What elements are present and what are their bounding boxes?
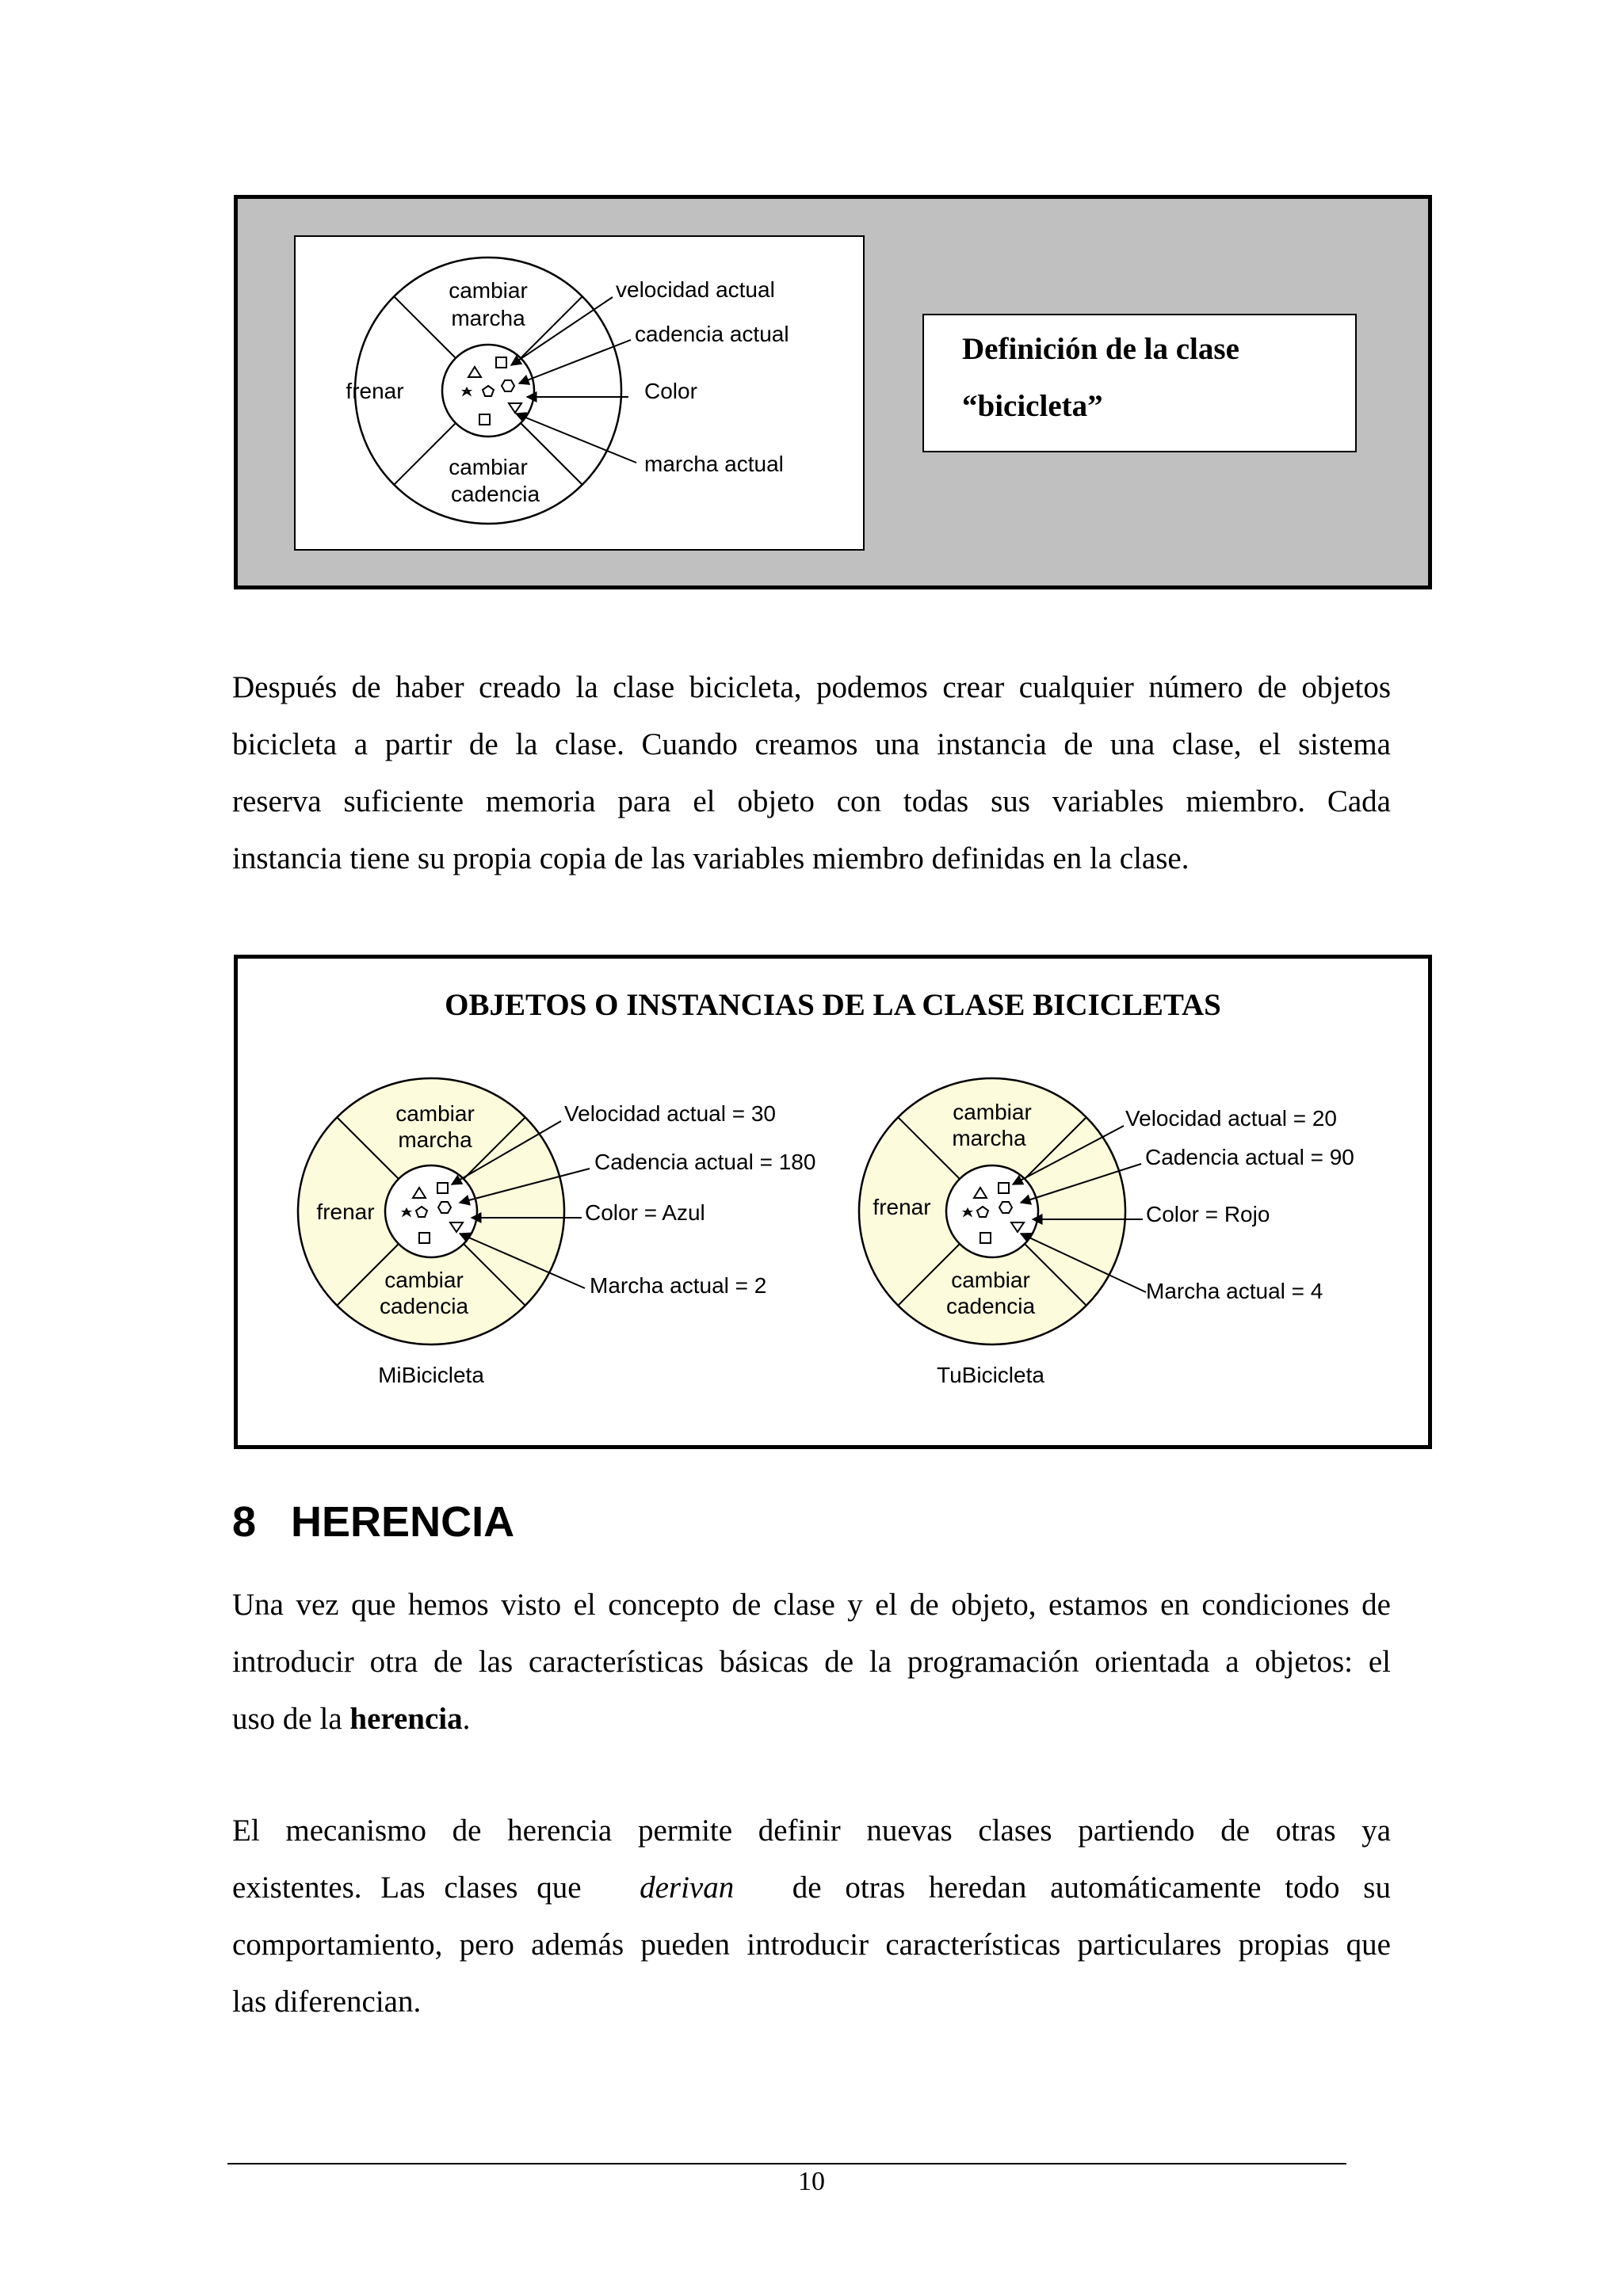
- left-label: frenar: [316, 1199, 375, 1224]
- word: El: [232, 1814, 260, 1848]
- top-label-line1: cambiar: [449, 278, 528, 303]
- text-run: uso de la: [232, 1702, 350, 1736]
- text-run: de otras heredan automáticamente todo su: [792, 1871, 1391, 1905]
- top-label-line2: marcha: [398, 1127, 472, 1152]
- callout-cadencia: Cadencia actual = 180: [594, 1150, 816, 1174]
- top-label-line2: marcha: [952, 1126, 1026, 1150]
- callout-marcha: marcha actual: [644, 452, 784, 476]
- paragraph-line: reserva suficiente memoria para el objeto con todas sus variables miembro. Cada: [232, 784, 1391, 818]
- callout-cadencia: Cadencia actual = 90: [1145, 1145, 1354, 1169]
- section-heading: [232, 1497, 514, 1547]
- bottom-label-line2: cadencia: [450, 482, 540, 506]
- word: de: [452, 1814, 482, 1848]
- page-number: 10: [798, 2167, 825, 2196]
- paragraph-herencia-mechanism: [232, 1802, 1391, 2031]
- word: clases: [978, 1814, 1052, 1848]
- word: otras: [1275, 1814, 1336, 1848]
- instances-figure: [234, 955, 1432, 1449]
- paragraph-line: comportamiento, pero además pueden introducir características particulares propias que: [232, 1928, 1391, 1962]
- paragraph-line: instancia tiene su propia copia de las variables miembro definidas en la clase.: [232, 841, 1190, 875]
- paragraph-herencia-intro: [232, 1577, 1391, 1748]
- class-diagram-panel: [294, 235, 865, 551]
- word: de: [1220, 1814, 1250, 1848]
- callout-marcha: Marcha actual = 2: [590, 1273, 767, 1298]
- footer-rule: [227, 2163, 1346, 2164]
- word: mecanismo: [285, 1814, 426, 1848]
- section-number: 8: [232, 1498, 257, 1546]
- top-label-line2: marcha: [451, 306, 525, 330]
- italic-term: derivan: [640, 1871, 735, 1905]
- bottom-label-line2: cadencia: [379, 1294, 469, 1318]
- paragraph-line: [232, 1859, 1391, 1917]
- paragraph-line: Después de haber creado la clase bicicleta, podemos crear cualquier número de objetos: [232, 670, 1391, 704]
- text-run: .: [462, 1702, 471, 1736]
- instance-diagram-mibicicleta: [295, 1058, 834, 1406]
- text-run: existentes. Las clases que: [232, 1871, 582, 1905]
- callout-cadencia: cadencia actual: [635, 322, 789, 346]
- word: ya: [1361, 1814, 1391, 1848]
- paragraph-line: las diferencian.: [232, 1985, 422, 2019]
- class-definition-box: [922, 314, 1357, 452]
- word: nuevas: [866, 1814, 953, 1848]
- bottom-label-line2: cadencia: [945, 1294, 1036, 1318]
- paragraph-line: [232, 1691, 1391, 1748]
- bottom-label-line1: cambiar: [384, 1268, 464, 1292]
- left-label: frenar: [346, 379, 404, 403]
- word: permite: [637, 1814, 733, 1848]
- class-definition-line2: “bicicleta”: [962, 389, 1103, 423]
- bold-term: herencia: [349, 1702, 463, 1736]
- instance-name: MiBicicleta: [378, 1363, 484, 1387]
- paragraph-instances: [232, 659, 1391, 887]
- paragraph-line: [232, 1802, 1391, 1859]
- bottom-label-line1: cambiar: [951, 1268, 1030, 1292]
- left-label: frenar: [873, 1195, 931, 1219]
- callout-color: Color: [644, 379, 697, 403]
- top-label-line1: cambiar: [395, 1101, 475, 1126]
- callout-velocidad: Velocidad actual = 20: [1125, 1106, 1337, 1131]
- word: partiendo: [1078, 1814, 1195, 1848]
- paragraph-line: Una vez que hemos visto el concepto de clase y el de objeto, estamos en condiciones de: [232, 1588, 1391, 1622]
- word: definir: [758, 1814, 841, 1848]
- bottom-label-line1: cambiar: [449, 455, 528, 479]
- paragraph-line: bicicleta a partir de la clase. Cuando creamos una instancia de una clase, el sistema: [232, 727, 1391, 761]
- callout-color: Color = Azul: [585, 1200, 705, 1225]
- word: herencia: [507, 1814, 613, 1848]
- instance-diagram-tubicicleta: [856, 1058, 1411, 1406]
- instance-name: TuBicicleta: [937, 1363, 1044, 1387]
- callout-color: Color = Rojo: [1146, 1202, 1270, 1226]
- callout-velocidad: Velocidad actual = 30: [564, 1101, 776, 1126]
- top-label-line1: cambiar: [953, 1100, 1032, 1124]
- paragraph-line: introducir otra de las características básicas de la programación orientada a objetos: el: [232, 1645, 1391, 1679]
- class-definition-line1: Definición de la clase: [962, 332, 1239, 366]
- callout-marcha: Marcha actual = 4: [1146, 1279, 1323, 1303]
- section-title: HERENCIA: [291, 1498, 515, 1546]
- callout-velocidad: velocidad actual: [616, 277, 775, 302]
- class-diagram: [296, 237, 863, 549]
- instances-figure-title: OBJETOS O INSTANCIAS DE LA CLASE BICICLETAS: [445, 988, 1221, 1022]
